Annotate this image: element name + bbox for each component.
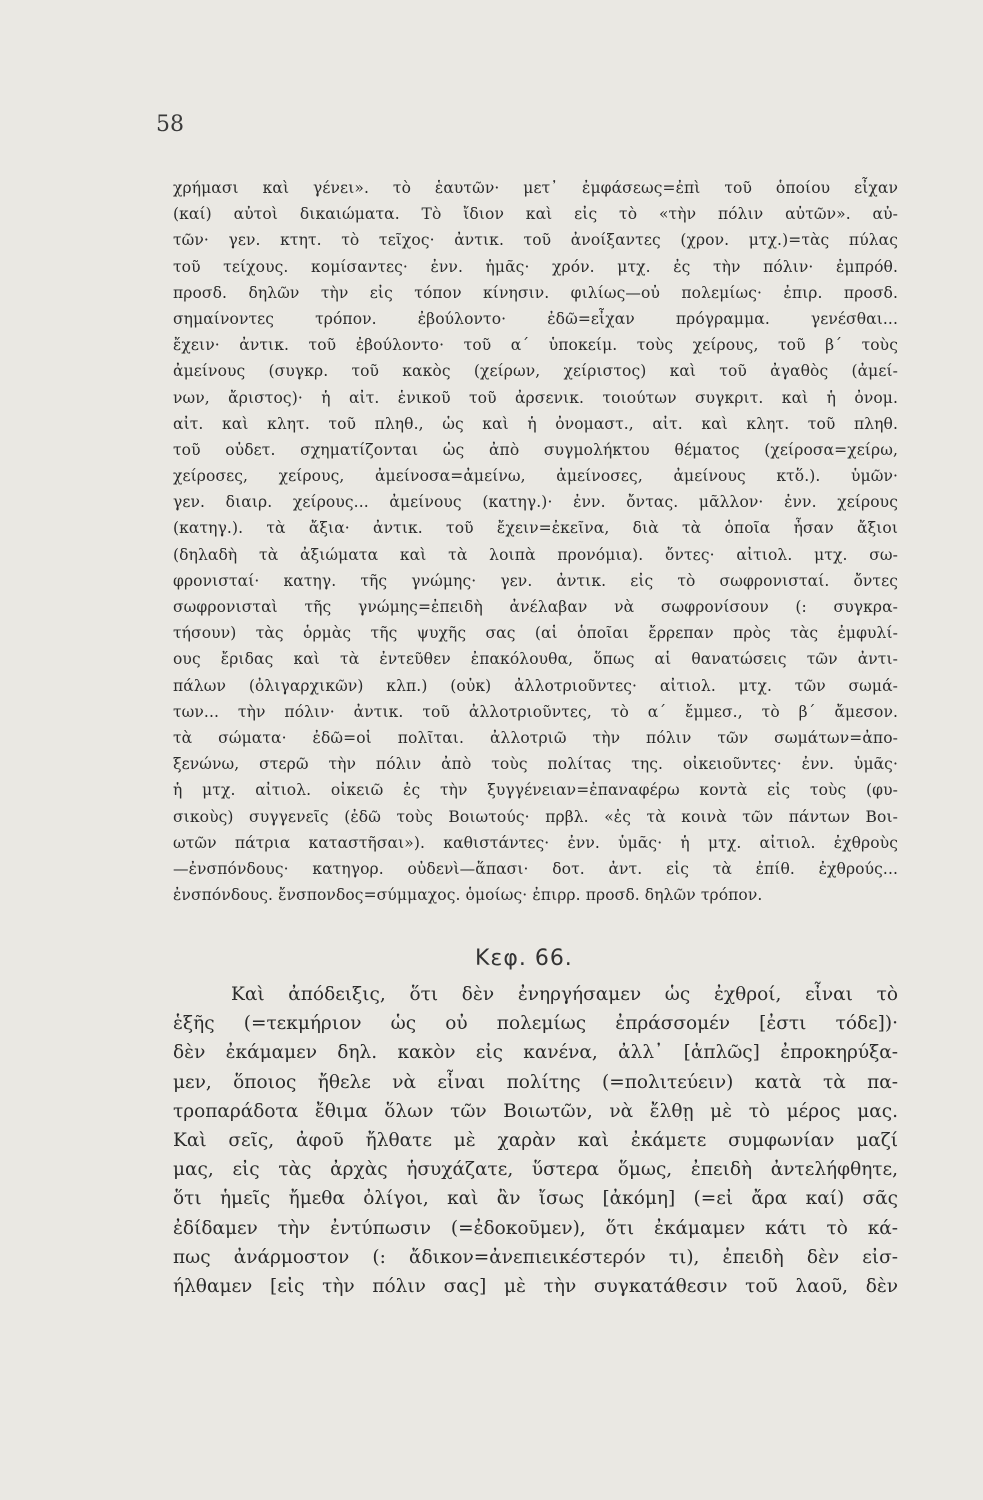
commentary-line: γεν. διαιρ. χείρους... ἀμείνους (κατηγ.)· ἐνν. ὄντας. μᾶλλον· ἐνν. χείρους xyxy=(173,493,898,512)
translation-line: τροπαράδοτα ἔθιμα ὅλων τῶν Βοιωτῶν, νὰ ἔλθῃ μὲ τὸ μέρος μας. xyxy=(173,1100,898,1122)
page-number: 58 xyxy=(156,112,184,137)
translation-line: ήλθαμεν [εἰς τὴν πόλιν σας] μὲ τὴν συγκατάθεσιν τοῦ λαοῦ, δὲν xyxy=(173,1275,898,1297)
commentary-line: πάλων (ὀλιγαρχικῶν) κλπ.) (οὐκ) ἀλλοτριοῦντες· αἰτιολ. μτχ. τῶν σωμά- xyxy=(173,676,898,695)
commentary-line: σωφρονισταὶ τῆς γνώμης=ἐπειδὴ ἀνέλαβαν νὰ σωφρονίσουν (: συγκρα- xyxy=(173,598,898,616)
translation-line: μεν, ὅποιος ἤθελε νὰ εἶναι πολίτης (=πολιτεύειν) κατὰ τὰ πα- xyxy=(173,1071,898,1093)
commentary-line: χείροσες, χείρους, ἀμείνοσα=ἀμείνω, ἀμείνοσες, ἀμείνους κτὅ.). ὑμῶν· xyxy=(173,467,898,486)
commentary-line: ἀμείνους (συγκρ. τοῦ κακὸς (χείρων, χείριστος) καὶ τοῦ ἀγαθὸς (ἀμεί- xyxy=(173,362,898,381)
commentary-line: (καί) αὐτοὶ δικαιώματα. Τὸ ἴδιον καὶ εἰς τὸ «τὴν πόλιν αὐτῶν». αὐ- xyxy=(173,205,898,224)
translation-line: μας, εἰς τὰς ἀρχὰς ἡσυχάζατε, ὕστερα ὅμως, ἐπειδὴ ἀντελήφθητε, xyxy=(173,1159,898,1181)
translation-line: Καὶ ἀπόδειξις, ὅτι δὲν ἐνηργήσαμεν ὡς ἐχθροί, εἶναι τὸ xyxy=(231,984,898,1005)
commentary-line: ἡ μτχ. αἰτιολ. οἰκειῶ ἐς τὴν ξυγγένειαν=ἐπαναφέρω κοντὰ εἰς τοὺς (φυ- xyxy=(173,781,898,800)
translation-line: Καὶ σεῖς, ἀφοῦ ἤλθατε μὲ χαρὰν καὶ ἐκάμετε συμφωνίαν μαζί xyxy=(173,1129,898,1151)
translation-line: ἑξῆς (=τεκμήριον ὡς οὐ πολεμίως ἐπράσσομέν [ἐστι τόδε])· xyxy=(173,1013,898,1035)
commentary-line: προσδ. δηλῶν τὴν εἰς τόπον κίνησιν. φιλίως—οὐ πολεμίως· ἐπιρ. προσδ. xyxy=(173,283,898,302)
commentary-block xyxy=(173,175,898,908)
commentary-line: των... τὴν πόλιν· ἀντικ. τοῦ ἀλλοτριοῦντες, τὸ α΄ ἔμμεσ., τὸ β΄ ἄμεσον. xyxy=(173,702,898,721)
translation-line: ὅτι ἡμεῖς ἤμεθα ὀλίγοι, καὶ ἂν ἴσως [ἀκόμη] (=εἰ ἄρα καί) σᾶς xyxy=(173,1188,898,1210)
commentary-line: νων, ἄριστος)· ἡ αἰτ. ἑνικοῦ τοῦ ἀρσενικ. τοιούτων συγκριτ. καὶ ἡ ὀνομ. xyxy=(173,388,898,407)
commentary-line: χρήμασι καὶ γένει». τὸ ἑαυτῶν· μετ᾽ ἐμφάσεως=ἐπὶ τοῦ ὁποίου εἶχαν xyxy=(173,179,898,197)
translation-line: πως ἀνάρμοστον (: ἄδικον=ἀνεπιεικέστερόν τι), ἐπειδὴ δὲν εἰσ- xyxy=(173,1246,898,1268)
commentary-line: ἐνσπόνδους. ἔνσπονδος=σύμμαχος. ὁμοίως· ἐπιρρ. προσδ. δηλῶν τρόπον. xyxy=(173,886,763,905)
commentary-line: ξενώνω, στερῶ τὴν πόλιν ἀπὸ τοὺς πολίτας της. οἰκειοῦντες· ἐνν. ὑμᾶς· xyxy=(173,755,898,774)
commentary-line: τήσουν) τὰς ὁρμὰς τῆς ψυχῆς σας (αἱ ὁποῖαι ἔρρεπαν πρὸς τὰς ἐμφυλί- xyxy=(173,624,898,643)
commentary-line: φρονισταί· κατηγ. τῆς γνώμης· γεν. ἀντικ. εἰς τὸ σωφρονισταί. ὄντες xyxy=(173,571,898,590)
commentary-line: ωτῶν πάτρια καταστῆσαι»). καθιστάντες· ἐνν. ὑμᾶς· ἡ μτχ. αἰτιολ. ἐχθροὺς xyxy=(173,833,898,852)
commentary-line: τοῦ οὐδετ. σχηματίζονται ὡς ἀπὸ συγμολήκτου θέματος (χείροσα=χείρω, xyxy=(173,440,898,459)
translation-line: δὲν ἐκάμαμεν δηλ. κακὸν εἰς κανένα, ἀλλ᾽ [ἁπλῶς] ἐπροκηρύξα- xyxy=(173,1042,898,1064)
commentary-line: —ἐνσπόνδους· κατηγορ. οὐδενὶ—ἅπασι· δοτ. ἀντ. εἰς τὰ ἐπίθ. ἐχθρούς... xyxy=(173,859,898,878)
commentary-line: (δηλαδὴ τὰ ἀξιώματα καὶ τὰ λοιπὰ προνόμια). ὄντες· αἰτιολ. μτχ. σω- xyxy=(173,545,898,564)
chapter-heading: Κεφ. 66. xyxy=(475,946,573,971)
commentary-line: σικοὺς) συγγενεῖς (ἐδῶ τοὺς Βοιωτούς· πρβλ. «ἐς τὰ κοινὰ τῶν πάντων Βοι- xyxy=(173,807,898,826)
commentary-line: τῶν· γεν. κτητ. τὸ τεῖχος· ἀντικ. τοῦ ἀνοίξαντες (χρον. μτχ.)=τὰς πύλας xyxy=(173,231,898,250)
commentary-line: ἔχειν· ἀντικ. τοῦ ἐβούλοντο· τοῦ α΄ ὑποκείμ. τοὺς χείρους, τοῦ β΄ τοὺς xyxy=(173,336,898,355)
commentary-line: τὰ σώματα· ἐδῶ=οἱ πολῖται. ἀλλοτριῶ τὴν πόλιν τῶν σωμάτων=ἀπο- xyxy=(173,728,898,747)
commentary-line: αἰτ. καὶ κλητ. τοῦ πληθ., ὡς καὶ ἡ ὀνομαστ., αἰτ. καὶ κλητ. τοῦ πληθ. xyxy=(173,414,898,433)
commentary-line: (κατηγ.). τὰ ἄξια· ἀντικ. τοῦ ἔχειν=ἐκεῖνα, διὰ τὰ ὁποῖα ἦσαν ἄξιοι xyxy=(173,519,898,538)
translation-line: ἐδίδαμεν τὴν ἐντύπωσιν (=ἐδοκοῦμεν), ὅτι ἐκάμαμεν κάτι τὸ κά- xyxy=(173,1217,898,1239)
commentary-line: ους ἔριδας καὶ τὰ ἐντεῦθεν ἐπακόλουθα, ὅπως αἱ θανατώσεις τῶν ἀντι- xyxy=(173,650,898,669)
commentary-line: σημαίνοντες τρόπον. ἐβούλοντο· ἐδῶ=εἶχαν πρόγραμμα. γενέσθαι... xyxy=(173,309,898,328)
translation-block xyxy=(173,980,898,1301)
commentary-line: τοῦ τείχους. κομίσαντες· ἐνν. ἡμᾶς· χρόν. μτχ. ἐς τὴν πόλιν· ἐμπρόθ. xyxy=(173,257,898,276)
